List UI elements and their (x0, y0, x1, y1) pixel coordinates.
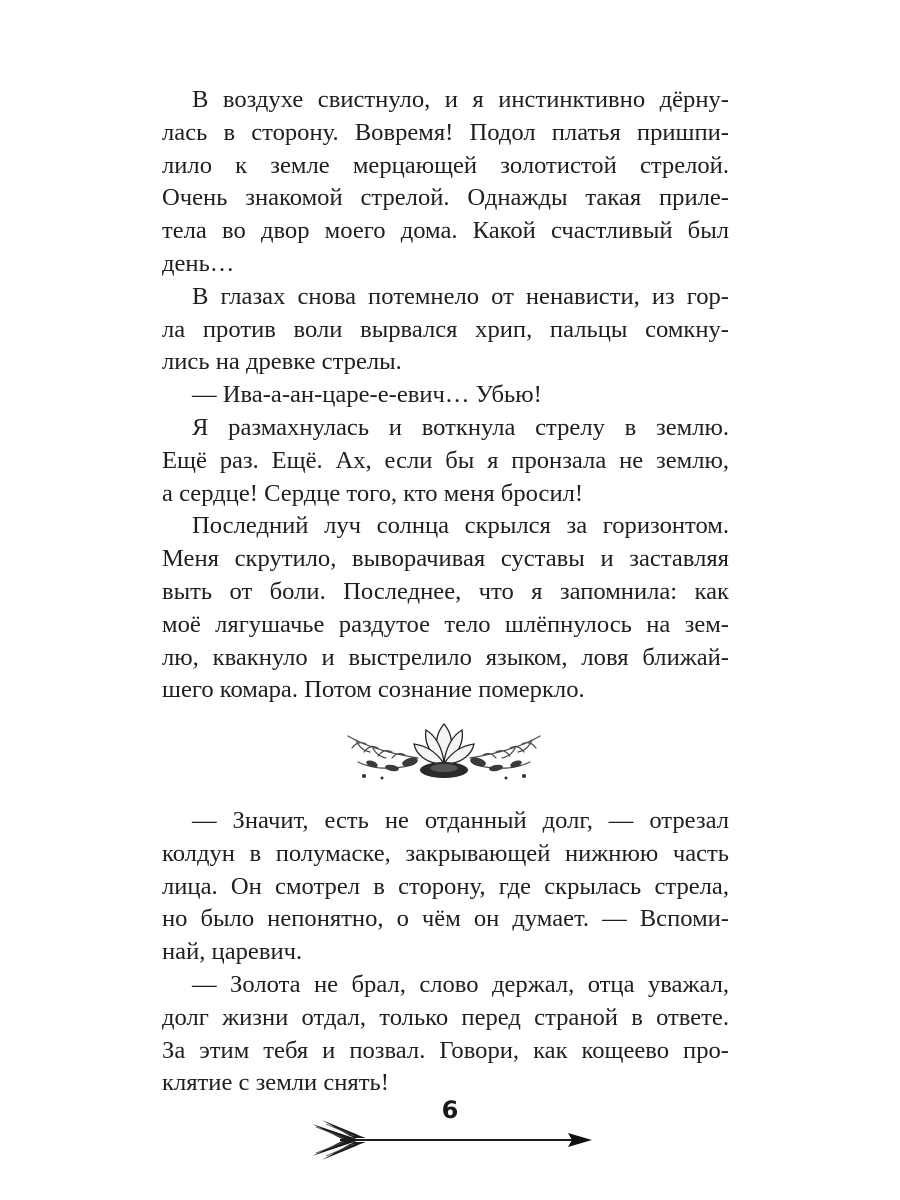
text-line: — Золота не брал, слово держал, отца уважал, (192, 970, 729, 998)
text-line: клятие с земли снять! (162, 1069, 389, 1097)
text-line: лило к земле мерцающей золотистой стрелой. (162, 151, 729, 179)
text-line: Последний луч солнца скрылся за горизонтом. (192, 512, 729, 540)
text-line: Ещё раз. Ещё. Ах, если бы я пронзала не землю, (162, 446, 729, 474)
text-line: лица. Он смотрел в сторону, где скрылась стрела, (162, 872, 729, 900)
text-line: лась в сторону. Вовремя! Подол платья пришпи- (162, 118, 729, 146)
text-line: но было непонятно, о чём он думает. — Вспоми- (162, 905, 729, 933)
text-line: лись на древке стрелы. (162, 348, 402, 376)
text-line: Я размахнулась и воткнула стрелу в землю. (192, 413, 729, 441)
text-line: В воздухе свистнуло, и я инстинктивно дёрну- (192, 86, 729, 113)
text-line: — Значит, есть не отданный долг, — отрезал (192, 807, 729, 834)
text-section-2 (162, 805, 729, 1100)
text-line: колдун в полумаске, закрывающей нижнюю часть (162, 839, 729, 867)
text-line: а сердце! Сердце того, кто меня бросил! (162, 479, 584, 507)
lotus-ornament-icon (338, 718, 550, 794)
text-line: день… (162, 249, 235, 277)
text-line: тела во двор моего дома. Какой счастливый был (162, 217, 729, 245)
text-line: най, царевич. (162, 938, 303, 966)
page-number: 6 (441, 1096, 459, 1124)
text-line: Меня скрутило, выворачивая суставы и заставляя (162, 545, 729, 573)
text-line: Очень знакомой стрелой. Однажды такая приле- (162, 184, 729, 212)
text-line: лю, квакнуло и выстрелило языком, ловя ближай- (162, 643, 729, 671)
text-line: выть от боли. Последнее, что я запомнила: как (162, 577, 729, 605)
text-section-1 (162, 84, 729, 707)
text-line: В глазах снова потемнело от ненависти, из гор- (192, 282, 729, 310)
text-line: долг жизни отдал, только перед страной в ответе. (162, 1003, 729, 1031)
text-line: — Ива-а-ан-царе-е-евич… Убью! (192, 381, 542, 409)
text-line: шего комара. Потом сознание померкло. (162, 676, 585, 704)
text-line: моё лягушачье раздутое тело шлёпнулось на зем- (162, 610, 729, 638)
text-line: За этим тебя и позвал. Говори, как кощеево про- (162, 1036, 729, 1064)
text-line: ла против воли вырвался хрип, пальцы сомкну- (162, 315, 729, 343)
arrow-icon (300, 1116, 600, 1168)
